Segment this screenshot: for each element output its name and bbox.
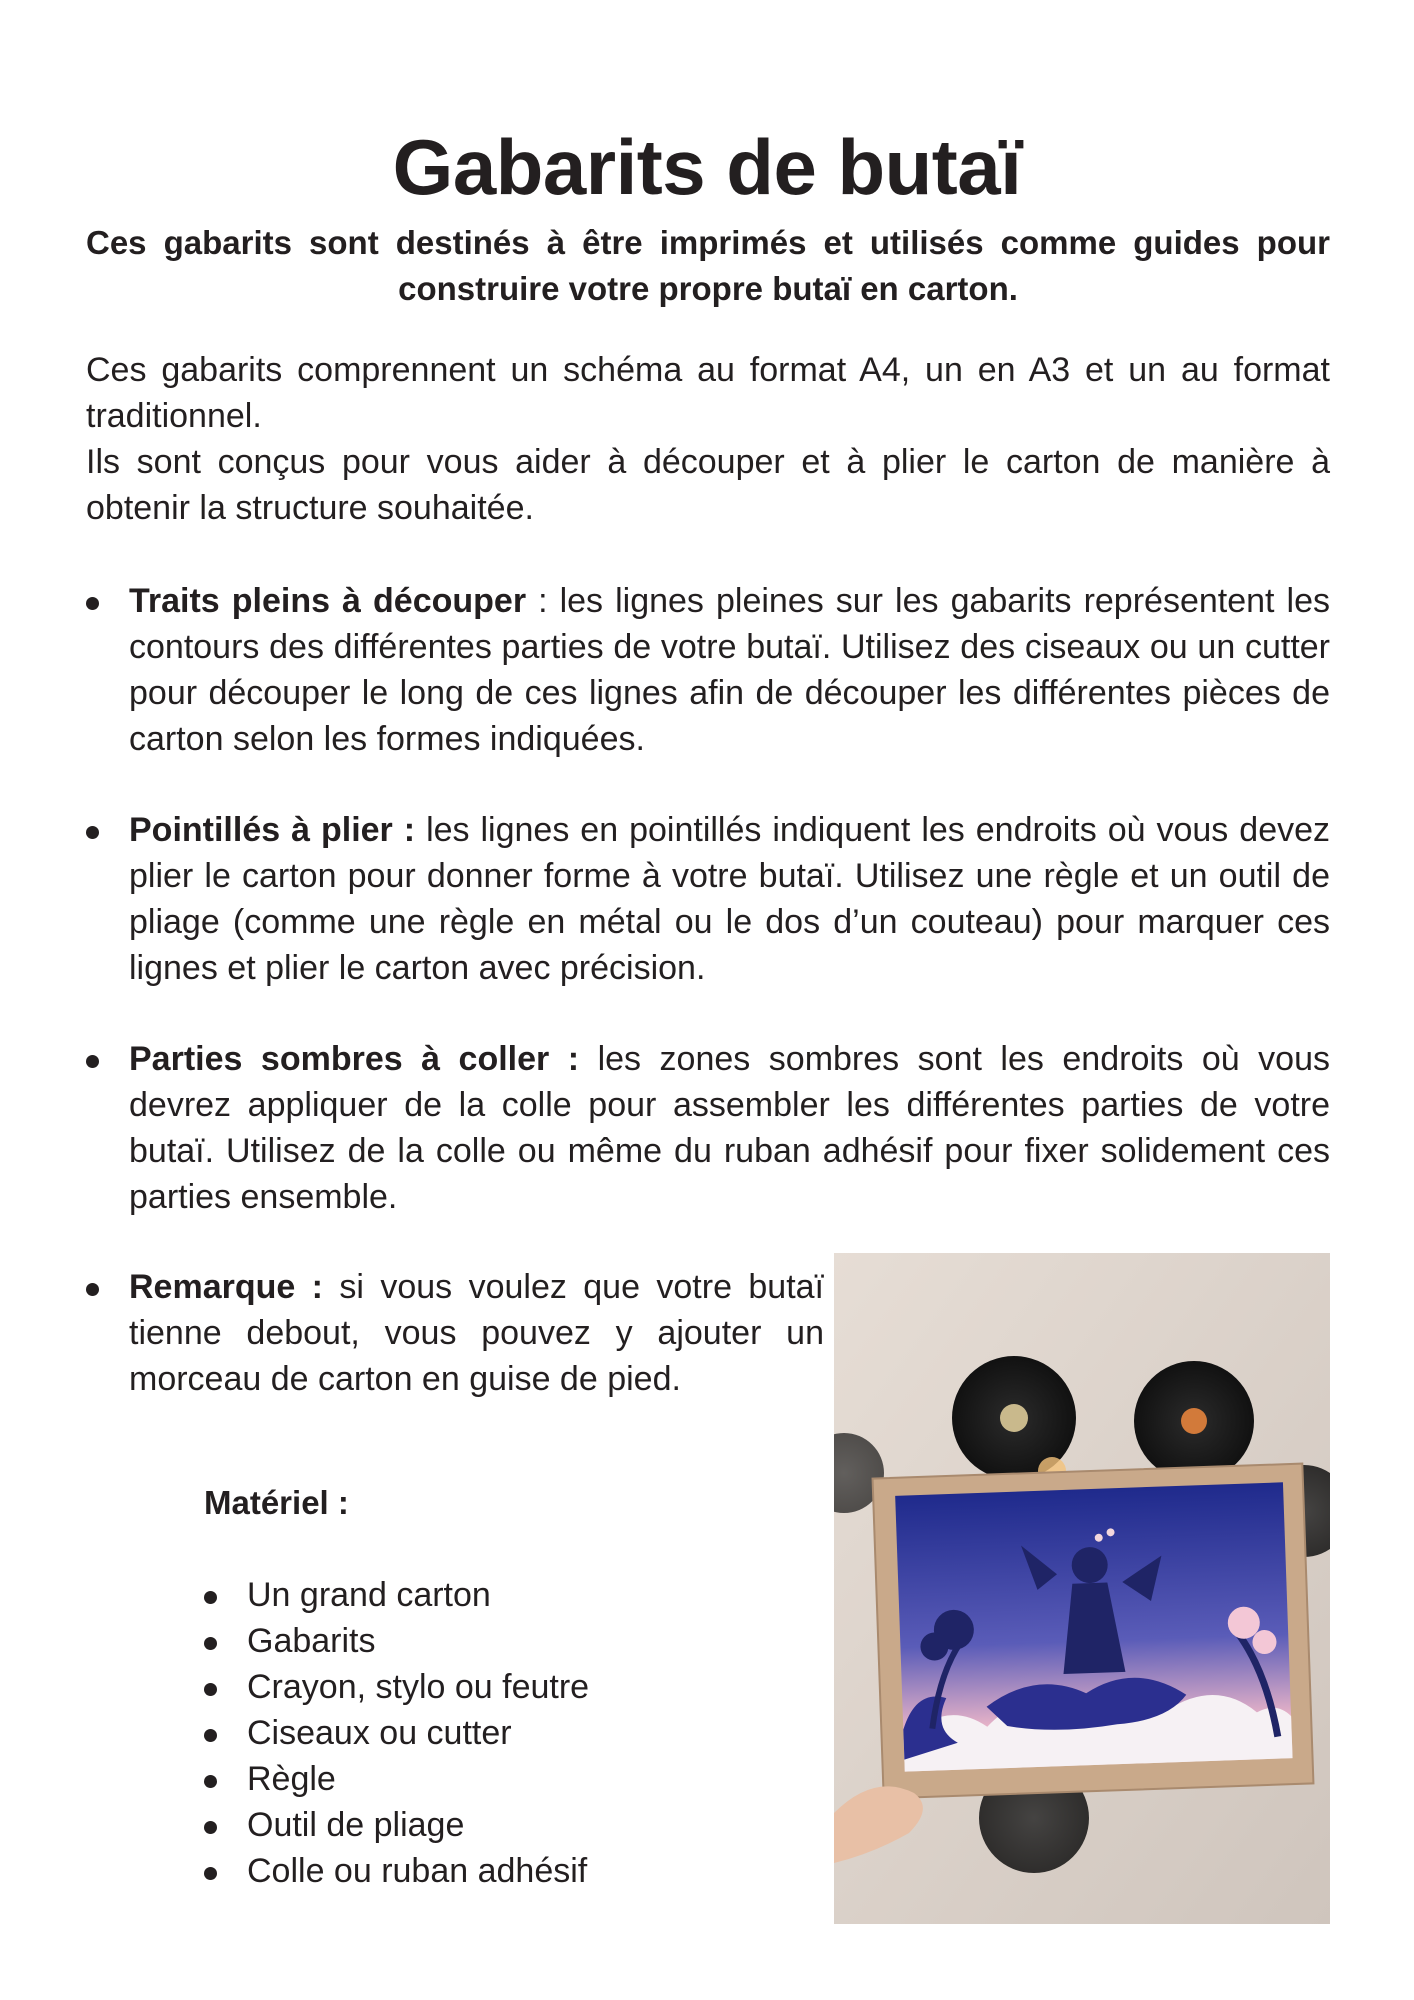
intro-paragraph: Ces gabarits comprennent un schéma au format A4, un en A3 et un au format traditionnel. (86, 351, 1330, 435)
list-item: Gabarits (204, 1618, 589, 1664)
bullet-dot-icon (204, 1821, 217, 1834)
bullet-dot-icon (204, 1729, 217, 1742)
list-item: Ciseaux ou cutter (204, 1710, 589, 1756)
bullet-term: Remarque : (129, 1268, 324, 1306)
materials-heading: Matériel : (204, 1484, 349, 1521)
bullet-dot-icon (86, 1283, 99, 1296)
bullet-dot-icon (86, 826, 99, 839)
list-item: Règle (204, 1756, 589, 1802)
bullet-dot-icon (86, 1055, 99, 1068)
butai-photo-illustration (834, 1253, 1330, 1924)
list-item: Crayon, stylo ou feutre (204, 1664, 589, 1710)
intro-paragraph: Ils sont conçus pour vous aider à découper et à plier le carton de manière à obtenir la structure souhaitée. (86, 443, 1330, 527)
bullet-text: si vous voulez que votre butaï tienne debout, vous pouvez y ajouter un morceau de carton en guise de pied. (129, 1268, 824, 1398)
bullet-dark-areas (86, 1036, 1330, 1220)
bullet-text: les lignes en pointillés indiquent les endroits où vous devez plier le carton pour donner forme à votre butaï. Utilisez une règle et un outil de pliage (comme une règle en métal ou le dos d’un couteau) pour marquer ces lignes et plier le carton avec précision. (129, 811, 1331, 987)
list-item: Colle ou ruban adhésif (204, 1848, 589, 1894)
intro (86, 347, 1330, 531)
bullet-dot-icon (204, 1775, 217, 1788)
list-item: Outil de pliage (204, 1802, 589, 1848)
bullet-remark (86, 1264, 824, 1402)
subtitle: Ces gabarits sont destinés à être imprimés et utilisés comme guides pour construire votre propre butaï en carton. (86, 224, 1330, 307)
bullet-dot-icon (204, 1637, 217, 1650)
bullet-dot-icon (204, 1683, 217, 1696)
bullet-text: les zones sombres sont les endroits où vous devrez appliquer de la colle pour assembler les différentes parties de votre butaï. Utilisez de la colle ou même du ruban adhésif pour fixer solidement ces parties ensemble. (129, 1040, 1330, 1216)
bullet-text: : les lignes pleines sur les gabarits représentent les contours des différentes parties de votre butaï. Utilisez des ciseaux ou un cutter pour découper le long de ces lignes afin de découper les différentes pièces de carton selon les formes indiquées. (129, 582, 1330, 758)
bullet-dot-icon (86, 597, 99, 610)
materials-list (204, 1572, 589, 1894)
bullet-term: Parties sombres à coller : (129, 1040, 580, 1078)
butai-photo (834, 1253, 1330, 1924)
bullet-dot-icon (204, 1867, 217, 1880)
bullet-dot-icon (204, 1591, 217, 1604)
bullet-term: Pointillés à plier : (129, 811, 416, 849)
bullet-dotted-lines (86, 807, 1330, 991)
page-title: Gabarits de butaï (392, 123, 1022, 212)
bullet-term: Traits pleins à découper (129, 582, 527, 620)
list-item: Un grand carton (204, 1572, 589, 1618)
bullet-solid-lines (86, 578, 1330, 762)
